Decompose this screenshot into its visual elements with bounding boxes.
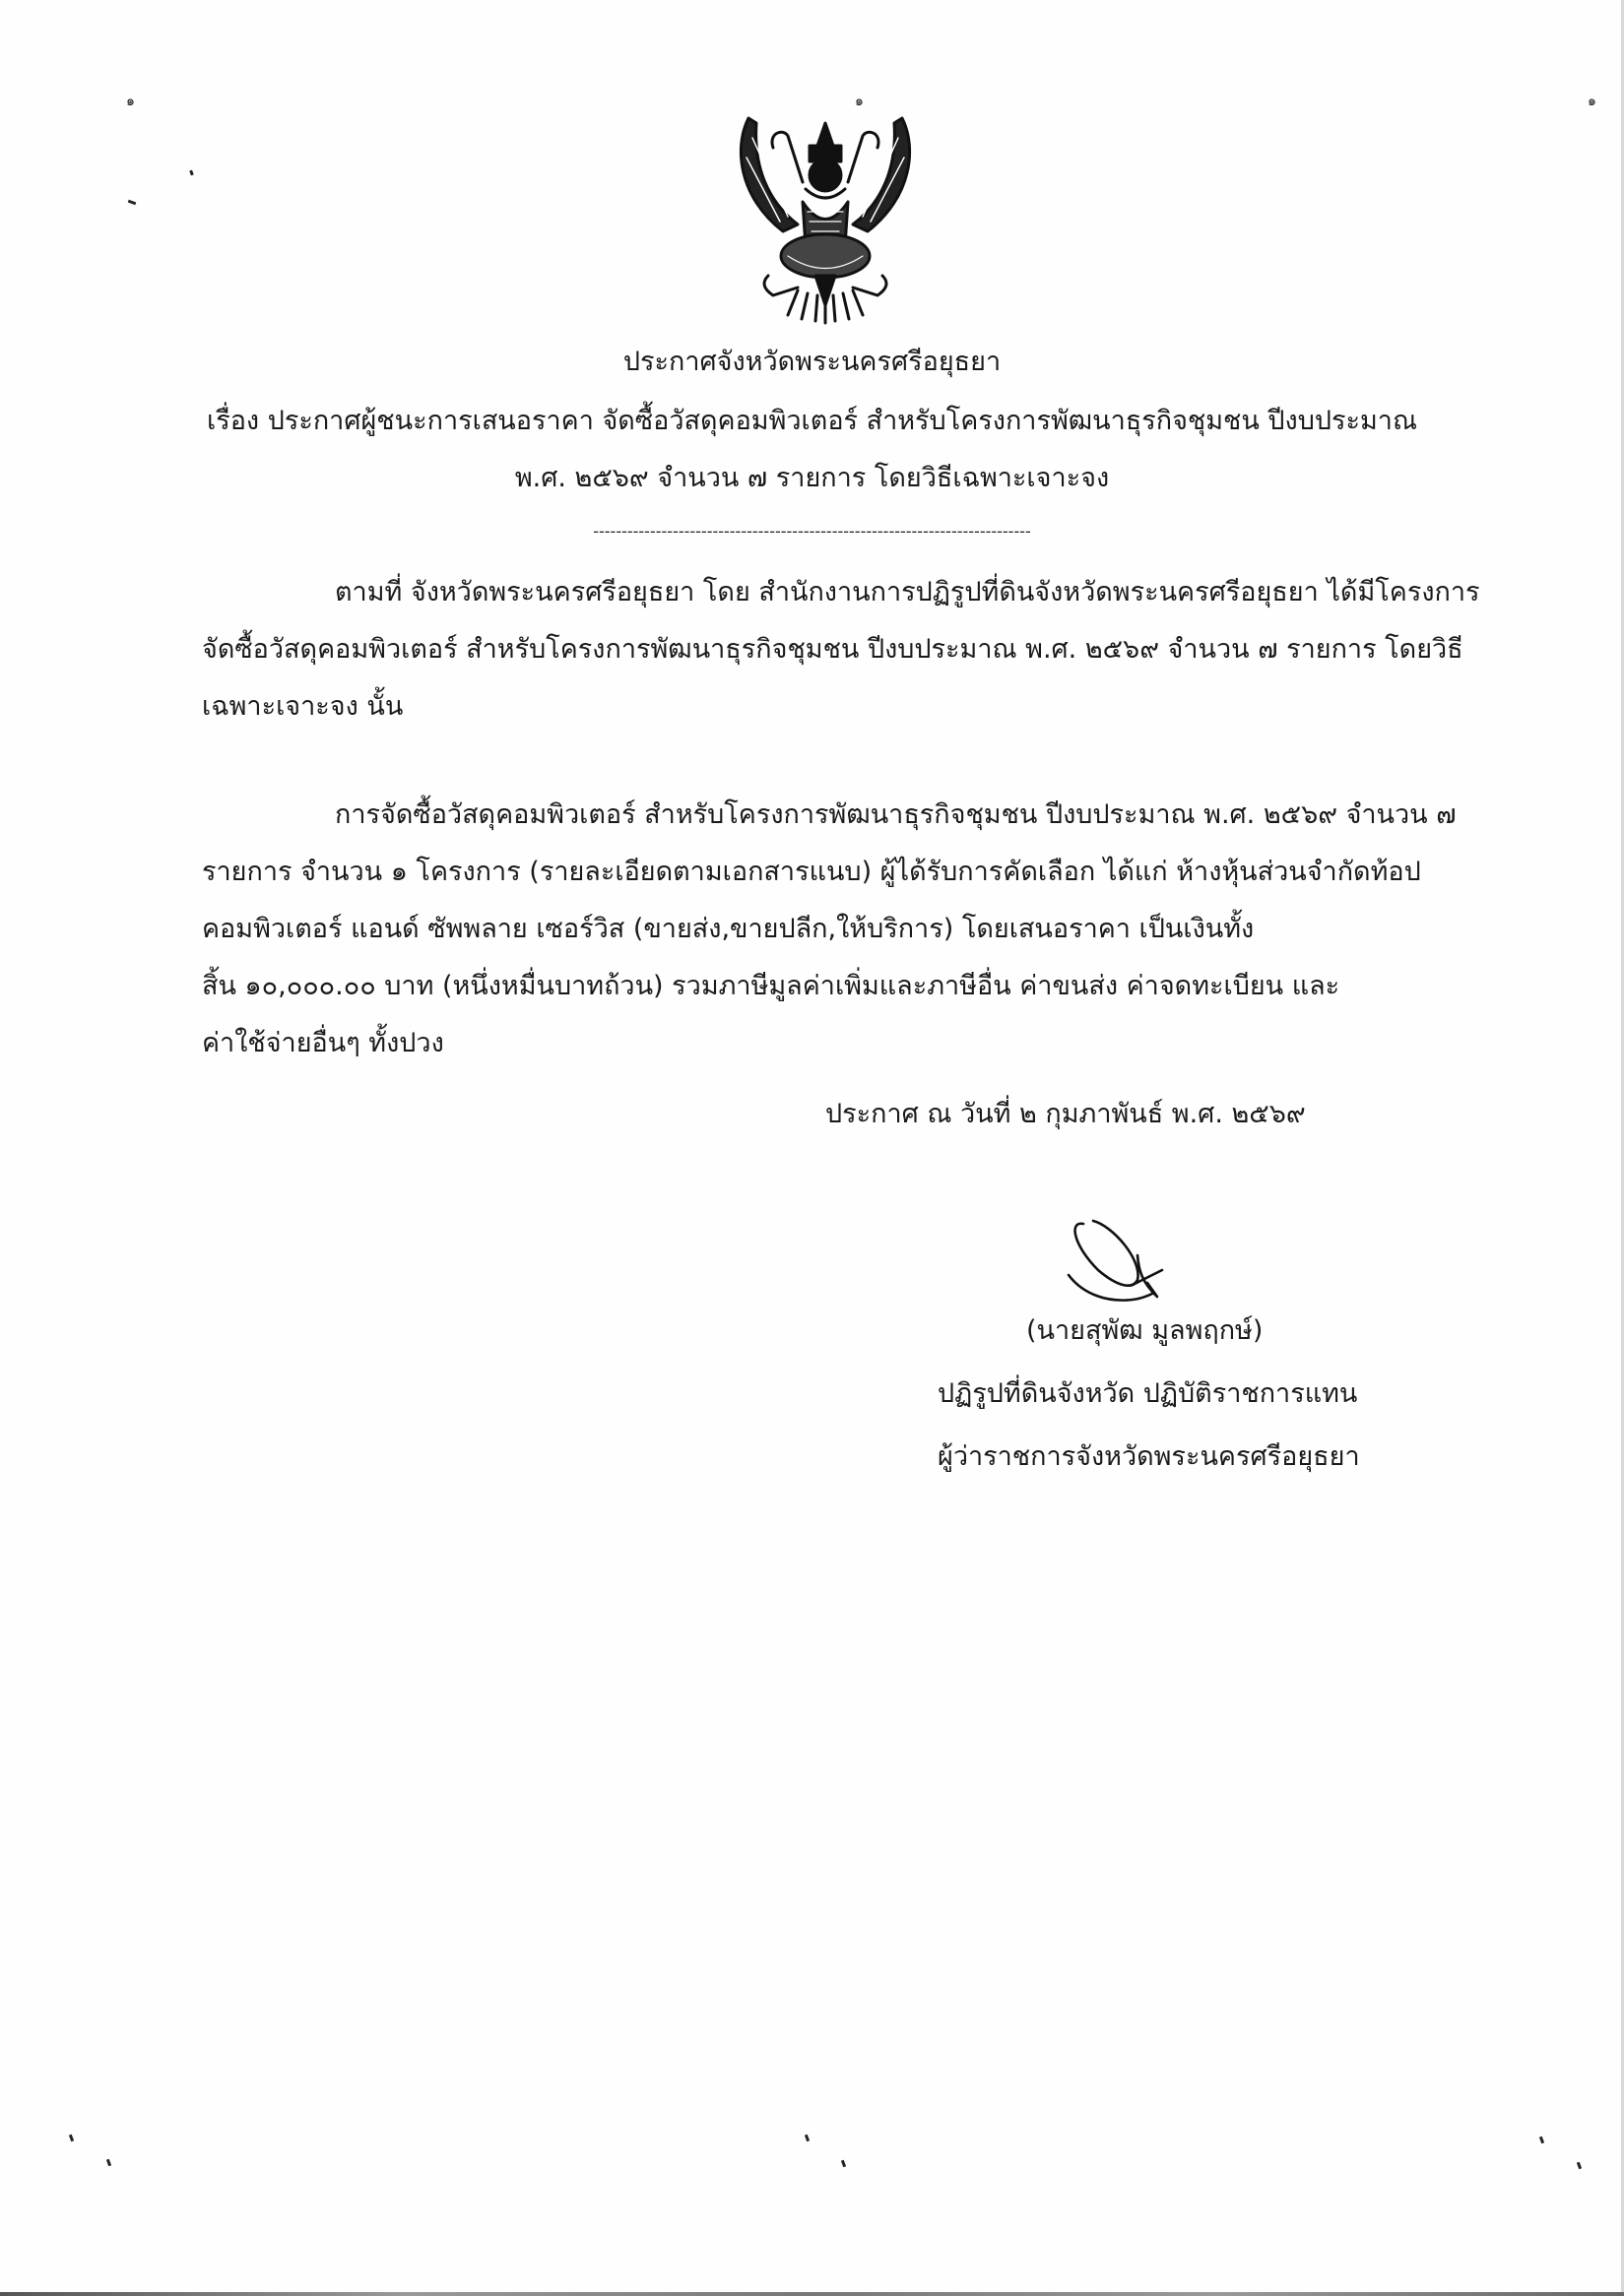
announcement-subject-line-2: พ.ศ. ๒๕๖๙ จำนวน ๗ รายการ โดยวิธีเฉพาะเจาะจง bbox=[514, 463, 1110, 493]
page-mark-top-center: ๑ bbox=[855, 94, 864, 109]
scan-speck bbox=[1539, 2137, 1544, 2144]
signatory-position-line-1: ปฏิรูปที่ดินจังหวัด ปฏิบัติราชการแทน bbox=[938, 1378, 1358, 1409]
announcement-subject-line-1: เรื่อง ประกาศผู้ชนะการเสนอราคา จัดซื้อวัสดุคอมพิวเตอร์ สำหรับโครงการพัฒนาธุรกิจชุมชน ปีงบประมาณ bbox=[206, 406, 1418, 436]
paragraph-2-line-4: สิ้น ๑๐,๐๐๐.๐๐ บาท (หนึ่งหมื่นบาทถ้วน) รวมภาษีมูลค่าเพิ่มและภาษีอื่น ค่าขนส่ง ค่าจดทะเบียน และ bbox=[202, 971, 1340, 1001]
scan-speck bbox=[1577, 2162, 1582, 2170]
page-mark-top-right: ๑ bbox=[1588, 94, 1596, 109]
header-divider: ----------------------------------------------------------------------------- bbox=[593, 522, 1031, 541]
paragraph-1-line-1: ตามที่ จังหวัดพระนครศรีอยุธยา โดย สำนักงานการปฏิรูปที่ดินจังหวัดพระนครศรีอยุธยา ได้มีโครงการ bbox=[335, 577, 1480, 607]
paragraph-2-line-2: รายการ จำนวน ๑ โครงการ (รายละเอียดตามเอกสารแนบ) ผู้ได้รับการคัดเลือก ได้แก่ ห้างหุ้นส่วนจำกัดท้อป bbox=[202, 857, 1421, 887]
handwritten-signature-icon bbox=[1064, 1216, 1182, 1309]
scan-speck bbox=[69, 2135, 74, 2142]
scan-edge-bottom bbox=[0, 2292, 1624, 2296]
paragraph-2-line-3: คอมพิวเตอร์ แอนด์ ซัพพลาย เซอร์วิส (ขายส่ง,ขายปลีก,ให้บริการ) โดยเสนอราคา เป็นเงินทั้ง bbox=[202, 914, 1255, 944]
paragraph-1-line-3: เฉพาะเจาะจง นั้น bbox=[202, 691, 404, 722]
announcement-date: ประกาศ ณ วันที่ ๒ กุมภาพันธ์ พ.ศ. ๒๕๖๙ bbox=[825, 1099, 1306, 1129]
scan-speck bbox=[128, 200, 137, 206]
paragraph-2-line-1: การจัดซื้อวัสดุคอมพิวเตอร์ สำหรับโครงการพัฒนาธุรกิจชุมชน ปีงบประมาณ พ.ศ. ๒๕๖๙ จำนวน ๗ bbox=[335, 799, 1457, 830]
scan-speck bbox=[106, 2159, 111, 2167]
page-mark-top-left: ๑ bbox=[126, 94, 135, 109]
paragraph-1-line-2: จัดซื้อวัสดุคอมพิวเตอร์ สำหรับโครงการพัฒนาธุรกิจชุมชน ปีงบประมาณ พ.ศ. ๒๕๖๙ จำนวน ๗ รายการ โดยวิธี bbox=[202, 634, 1463, 665]
scan-speck bbox=[805, 2135, 810, 2142]
scan-speck bbox=[189, 170, 194, 176]
scan-speck bbox=[841, 2160, 846, 2168]
garuda-emblem-icon bbox=[729, 108, 922, 325]
signatory-name: (นายสุพัฒ มูลพฤกษ์) bbox=[1026, 1315, 1264, 1346]
paragraph-2-line-5: ค่าใช้จ่ายอื่นๆ ทั้งปวง bbox=[202, 1028, 444, 1058]
announcement-title: ประกาศจังหวัดพระนครศรีอยุธยา bbox=[622, 347, 1002, 377]
signatory-position-line-2: ผู้ว่าราชการจังหวัดพระนครศรีอยุธยา bbox=[938, 1441, 1360, 1472]
